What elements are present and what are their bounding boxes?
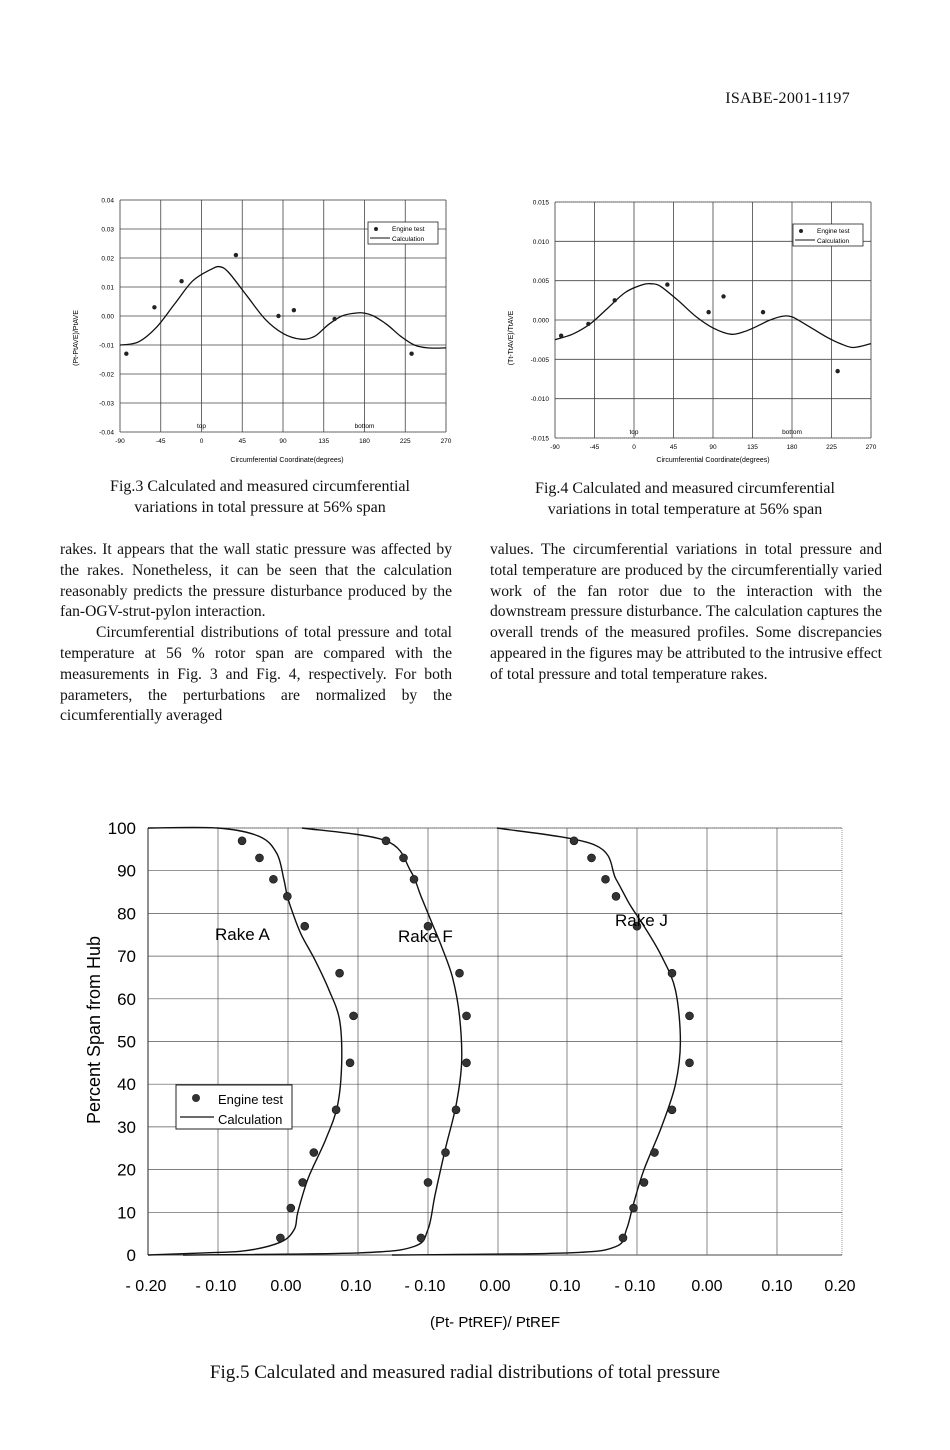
fig4-xtick-label: 270 bbox=[865, 444, 877, 451]
fig3-ytick-label: 0.04 bbox=[101, 197, 114, 205]
fig4-ytick-label: 0.010 bbox=[532, 238, 549, 246]
fig3-xtick-label: 90 bbox=[279, 438, 287, 445]
fig4-xtick-label: 225 bbox=[826, 444, 837, 451]
fig5-engine-test-point bbox=[619, 1234, 627, 1242]
fig5-xtick-label: 0.00 bbox=[691, 1278, 723, 1295]
fig5-ytick-label: 90 bbox=[117, 861, 136, 881]
fig5-ytick-label: 20 bbox=[117, 1160, 136, 1180]
fig5-xtick-label: 0.00 bbox=[270, 1278, 302, 1295]
fig5-engine-test-point bbox=[612, 892, 620, 900]
fig5-engine-test-point bbox=[336, 969, 344, 977]
fig5-xtick-label: - 0.10 bbox=[614, 1278, 656, 1295]
fig4-ytick-label: -0.010 bbox=[530, 396, 549, 404]
fig3-engine-test-point bbox=[332, 317, 336, 321]
left-paragraph-2: Circumferential distributions of total pressure and total temperature at 56 % rotor span are compared with the measurements in Fig. 3 and Fig. 4, respectively. For both parameters, the perturbations are normalized by the cicumferentially averaged bbox=[60, 624, 452, 725]
fig5-ytick-label: 70 bbox=[117, 947, 136, 967]
fig5-engine-test-point bbox=[417, 1234, 425, 1242]
fig3-legend-marker bbox=[374, 227, 378, 231]
fig5-engine-test-point bbox=[255, 854, 263, 862]
fig4-engine-test-point bbox=[761, 310, 765, 314]
fig3-ytick-label: 0.01 bbox=[101, 284, 114, 292]
fig4-engine-test-point bbox=[665, 282, 669, 286]
fig4-chart bbox=[495, 190, 895, 468]
fig3-xtick-label: -45 bbox=[156, 438, 166, 445]
fig4-xlabel: Circumferential Coordinate(degrees) bbox=[656, 457, 770, 464]
fig5-engine-test-point bbox=[651, 1149, 659, 1157]
fig3-engine-test-point bbox=[124, 352, 128, 356]
fig5-engine-test-point bbox=[456, 969, 464, 977]
fig4-ytick-label: 0.000 bbox=[532, 317, 549, 325]
fig5-engine-test-point bbox=[382, 837, 390, 845]
fig4-xtick-label: 45 bbox=[669, 444, 678, 451]
fig5-panel-label: Rake F bbox=[398, 927, 453, 946]
fig5-engine-test-point bbox=[602, 875, 610, 883]
fig4-engine-test-point bbox=[559, 334, 563, 338]
fig4-engine-test-point bbox=[612, 298, 616, 302]
fig5-engine-test-point bbox=[276, 1234, 284, 1242]
fig3-annotation: bottom bbox=[354, 423, 375, 430]
fig4-legend-label: Engine test bbox=[817, 228, 850, 235]
fig5-engine-test-point bbox=[570, 837, 578, 845]
fig3-ylabel: (Pt-PtAVE)/PtAVE bbox=[73, 310, 80, 366]
fig4-xtick-label: 180 bbox=[786, 444, 798, 451]
fig5-panel-label: Rake J bbox=[615, 911, 668, 930]
fig4-xtick-label: -90 bbox=[550, 444, 560, 451]
fig5-legend-marker bbox=[192, 1094, 200, 1102]
fig4-caption: Fig.4 Calculated and measured circumferential variations in total temperature at 56% span bbox=[535, 480, 835, 518]
fig5-engine-test-point bbox=[350, 1012, 358, 1020]
fig4-ytick-label: -0.015 bbox=[530, 435, 549, 443]
fig5-engine-test-point bbox=[686, 1059, 694, 1067]
fig5-legend-label: Calculation bbox=[218, 1112, 283, 1127]
fig5-ytick-label: 60 bbox=[117, 989, 136, 1009]
fig5-caption: Fig.5 Calculated and measured radial distributions of total pressure bbox=[209, 1362, 721, 1383]
fig5-engine-test-point bbox=[463, 1012, 471, 1020]
fig3-xlabel: Circumferential Coordinate(degrees) bbox=[230, 457, 344, 464]
fig4-xtick-label: 90 bbox=[709, 444, 717, 451]
fig3-engine-test-point bbox=[179, 279, 183, 283]
fig3-ytick-label: 0.02 bbox=[101, 255, 114, 263]
fig3-annotation: top bbox=[196, 423, 207, 430]
fig5-engine-test-point bbox=[686, 1012, 694, 1020]
fig5-engine-test-point bbox=[640, 1178, 648, 1186]
fig3-xtick-label: -90 bbox=[115, 438, 125, 445]
fig3-engine-test-point bbox=[152, 305, 156, 309]
fig3-xtick-label: 45 bbox=[238, 438, 246, 445]
fig5-engine-test-point bbox=[310, 1149, 318, 1157]
fig4-xtick-label: 0 bbox=[632, 444, 636, 451]
fig5-engine-test-point bbox=[668, 1106, 676, 1114]
fig5-ytick-label: 0 bbox=[126, 1246, 136, 1265]
fig5-ytick-label: 100 bbox=[107, 819, 136, 838]
fig4-annotation: bottom bbox=[782, 429, 802, 436]
fig3-xtick-label: 225 bbox=[399, 438, 411, 445]
fig5-engine-test-point bbox=[301, 922, 309, 930]
fig3-caption: Fig.3 Calculated and measured circumferential variations in total pressure at 56% span bbox=[110, 478, 410, 516]
document-id: ISABE-2001-1197 bbox=[725, 90, 850, 107]
fig5-ylabel: Percent Span from Hub bbox=[84, 935, 104, 1125]
fig3-legend-label: Engine test bbox=[392, 226, 425, 233]
right-column-text bbox=[490, 540, 882, 686]
fig3-engine-test-point bbox=[276, 314, 280, 318]
fig5-engine-test-point bbox=[238, 837, 246, 845]
fig3-xtick-label: 270 bbox=[440, 438, 452, 445]
fig3-legend-label: Calculation bbox=[392, 236, 425, 243]
fig5-xtick-label: 0.10 bbox=[340, 1278, 372, 1295]
fig4-legend-label: Calculation bbox=[817, 238, 850, 245]
fig3-chart bbox=[60, 190, 460, 468]
fig5-engine-test-point bbox=[346, 1059, 354, 1067]
fig3-xtick-label: 135 bbox=[318, 438, 330, 445]
fig5-xtick-label: 0.10 bbox=[549, 1278, 581, 1295]
fig4-engine-test-point bbox=[721, 294, 725, 298]
fig4-annotation: top bbox=[629, 429, 639, 436]
fig3-xtick-label: 180 bbox=[359, 438, 370, 445]
fig4-legend-marker bbox=[799, 229, 803, 233]
fig4-xtick-label: -45 bbox=[589, 444, 600, 451]
fig4-xtick-label: 135 bbox=[747, 444, 758, 451]
fig3-ytick-label: 0.03 bbox=[101, 226, 114, 234]
fig5-xtick-label: - 0.10 bbox=[195, 1278, 237, 1295]
fig5-xtick-label: 0.10 bbox=[761, 1278, 793, 1295]
fig5-engine-test-point bbox=[630, 1204, 638, 1212]
fig5-xtick-label: 0.00 bbox=[479, 1278, 511, 1295]
fig5-engine-test-point bbox=[400, 854, 408, 862]
fig5-ytick-label: 40 bbox=[117, 1075, 136, 1095]
fig5-engine-test-point bbox=[463, 1059, 471, 1067]
left-column-text bbox=[60, 540, 452, 727]
fig5-engine-test-point bbox=[668, 969, 676, 977]
fig4-ylabel: (Tt-TtAVE)/TtAVE bbox=[508, 310, 515, 366]
fig3-ytick-label: -0.01 bbox=[99, 342, 114, 350]
fig3-engine-test-point bbox=[409, 352, 413, 356]
fig4-ytick-label: -0.005 bbox=[530, 356, 549, 364]
fig5-engine-test-point bbox=[283, 892, 291, 900]
fig5-ytick-label: 10 bbox=[117, 1203, 136, 1223]
fig5-chart bbox=[70, 815, 870, 1345]
left-paragraph-1: rakes. It appears that the wall static pressure was affected by the rakes. Nonetheless, it can be seen that the calculation reasonably predicts the pressure disturbance produced by the fan-OGV-strut-pylon interaction. bbox=[60, 541, 452, 621]
fig5-engine-test-point bbox=[442, 1149, 450, 1157]
fig5-engine-test-point bbox=[332, 1106, 340, 1114]
fig5-legend-label: Engine test bbox=[218, 1092, 284, 1107]
fig4-ytick-label: 0.015 bbox=[532, 199, 549, 207]
fig5-xtick-label: 0.20 bbox=[824, 1278, 856, 1295]
fig4-engine-test-point bbox=[586, 322, 590, 326]
fig5-engine-test-point bbox=[424, 1178, 432, 1186]
fig5-xtick-label: - 0.10 bbox=[404, 1278, 446, 1295]
fig5-xlabel: (Pt- PtREF)/ PtREF bbox=[429, 1314, 561, 1331]
fig5-engine-test-point bbox=[299, 1178, 307, 1186]
fig5-ytick-label: 80 bbox=[117, 904, 136, 924]
fig4-engine-test-point bbox=[706, 310, 710, 314]
fig3-engine-test-point bbox=[234, 253, 238, 257]
fig3-engine-test-point bbox=[292, 308, 296, 312]
fig5-engine-test-point bbox=[269, 875, 277, 883]
fig5-engine-test-point bbox=[452, 1106, 460, 1114]
fig3-xtick-label: 0 bbox=[199, 438, 204, 445]
right-paragraph-1: values. The circumferential variations in total pressure and total temperature are produced by the circumferentially varied work of the fan rotor due to the interaction with the downstream pressure disturbance. The calculation captures the overall trends of the measured profiles. Some discrepancies appeared in the figures may be attributed to the intrusive effect of total pressure and total temperature rakes. bbox=[490, 541, 883, 683]
fig5-xtick-label: - 0.20 bbox=[125, 1278, 167, 1295]
fig5-ytick-label: 50 bbox=[117, 1032, 136, 1052]
fig5-engine-test-point bbox=[588, 854, 596, 862]
fig4-engine-test-point bbox=[835, 369, 839, 373]
fig5-engine-test-point bbox=[410, 875, 418, 883]
fig3-ytick-label: -0.04 bbox=[99, 429, 114, 437]
fig5-engine-test-point bbox=[287, 1204, 295, 1212]
fig3-ytick-label: 0.00 bbox=[101, 313, 114, 321]
fig5-ytick-label: 30 bbox=[117, 1117, 136, 1137]
fig3-ytick-label: -0.02 bbox=[99, 371, 114, 379]
fig3-ytick-label: -0.03 bbox=[99, 400, 114, 408]
fig4-ytick-label: 0.005 bbox=[532, 278, 549, 286]
fig5-panel-label: Rake A bbox=[215, 925, 270, 944]
